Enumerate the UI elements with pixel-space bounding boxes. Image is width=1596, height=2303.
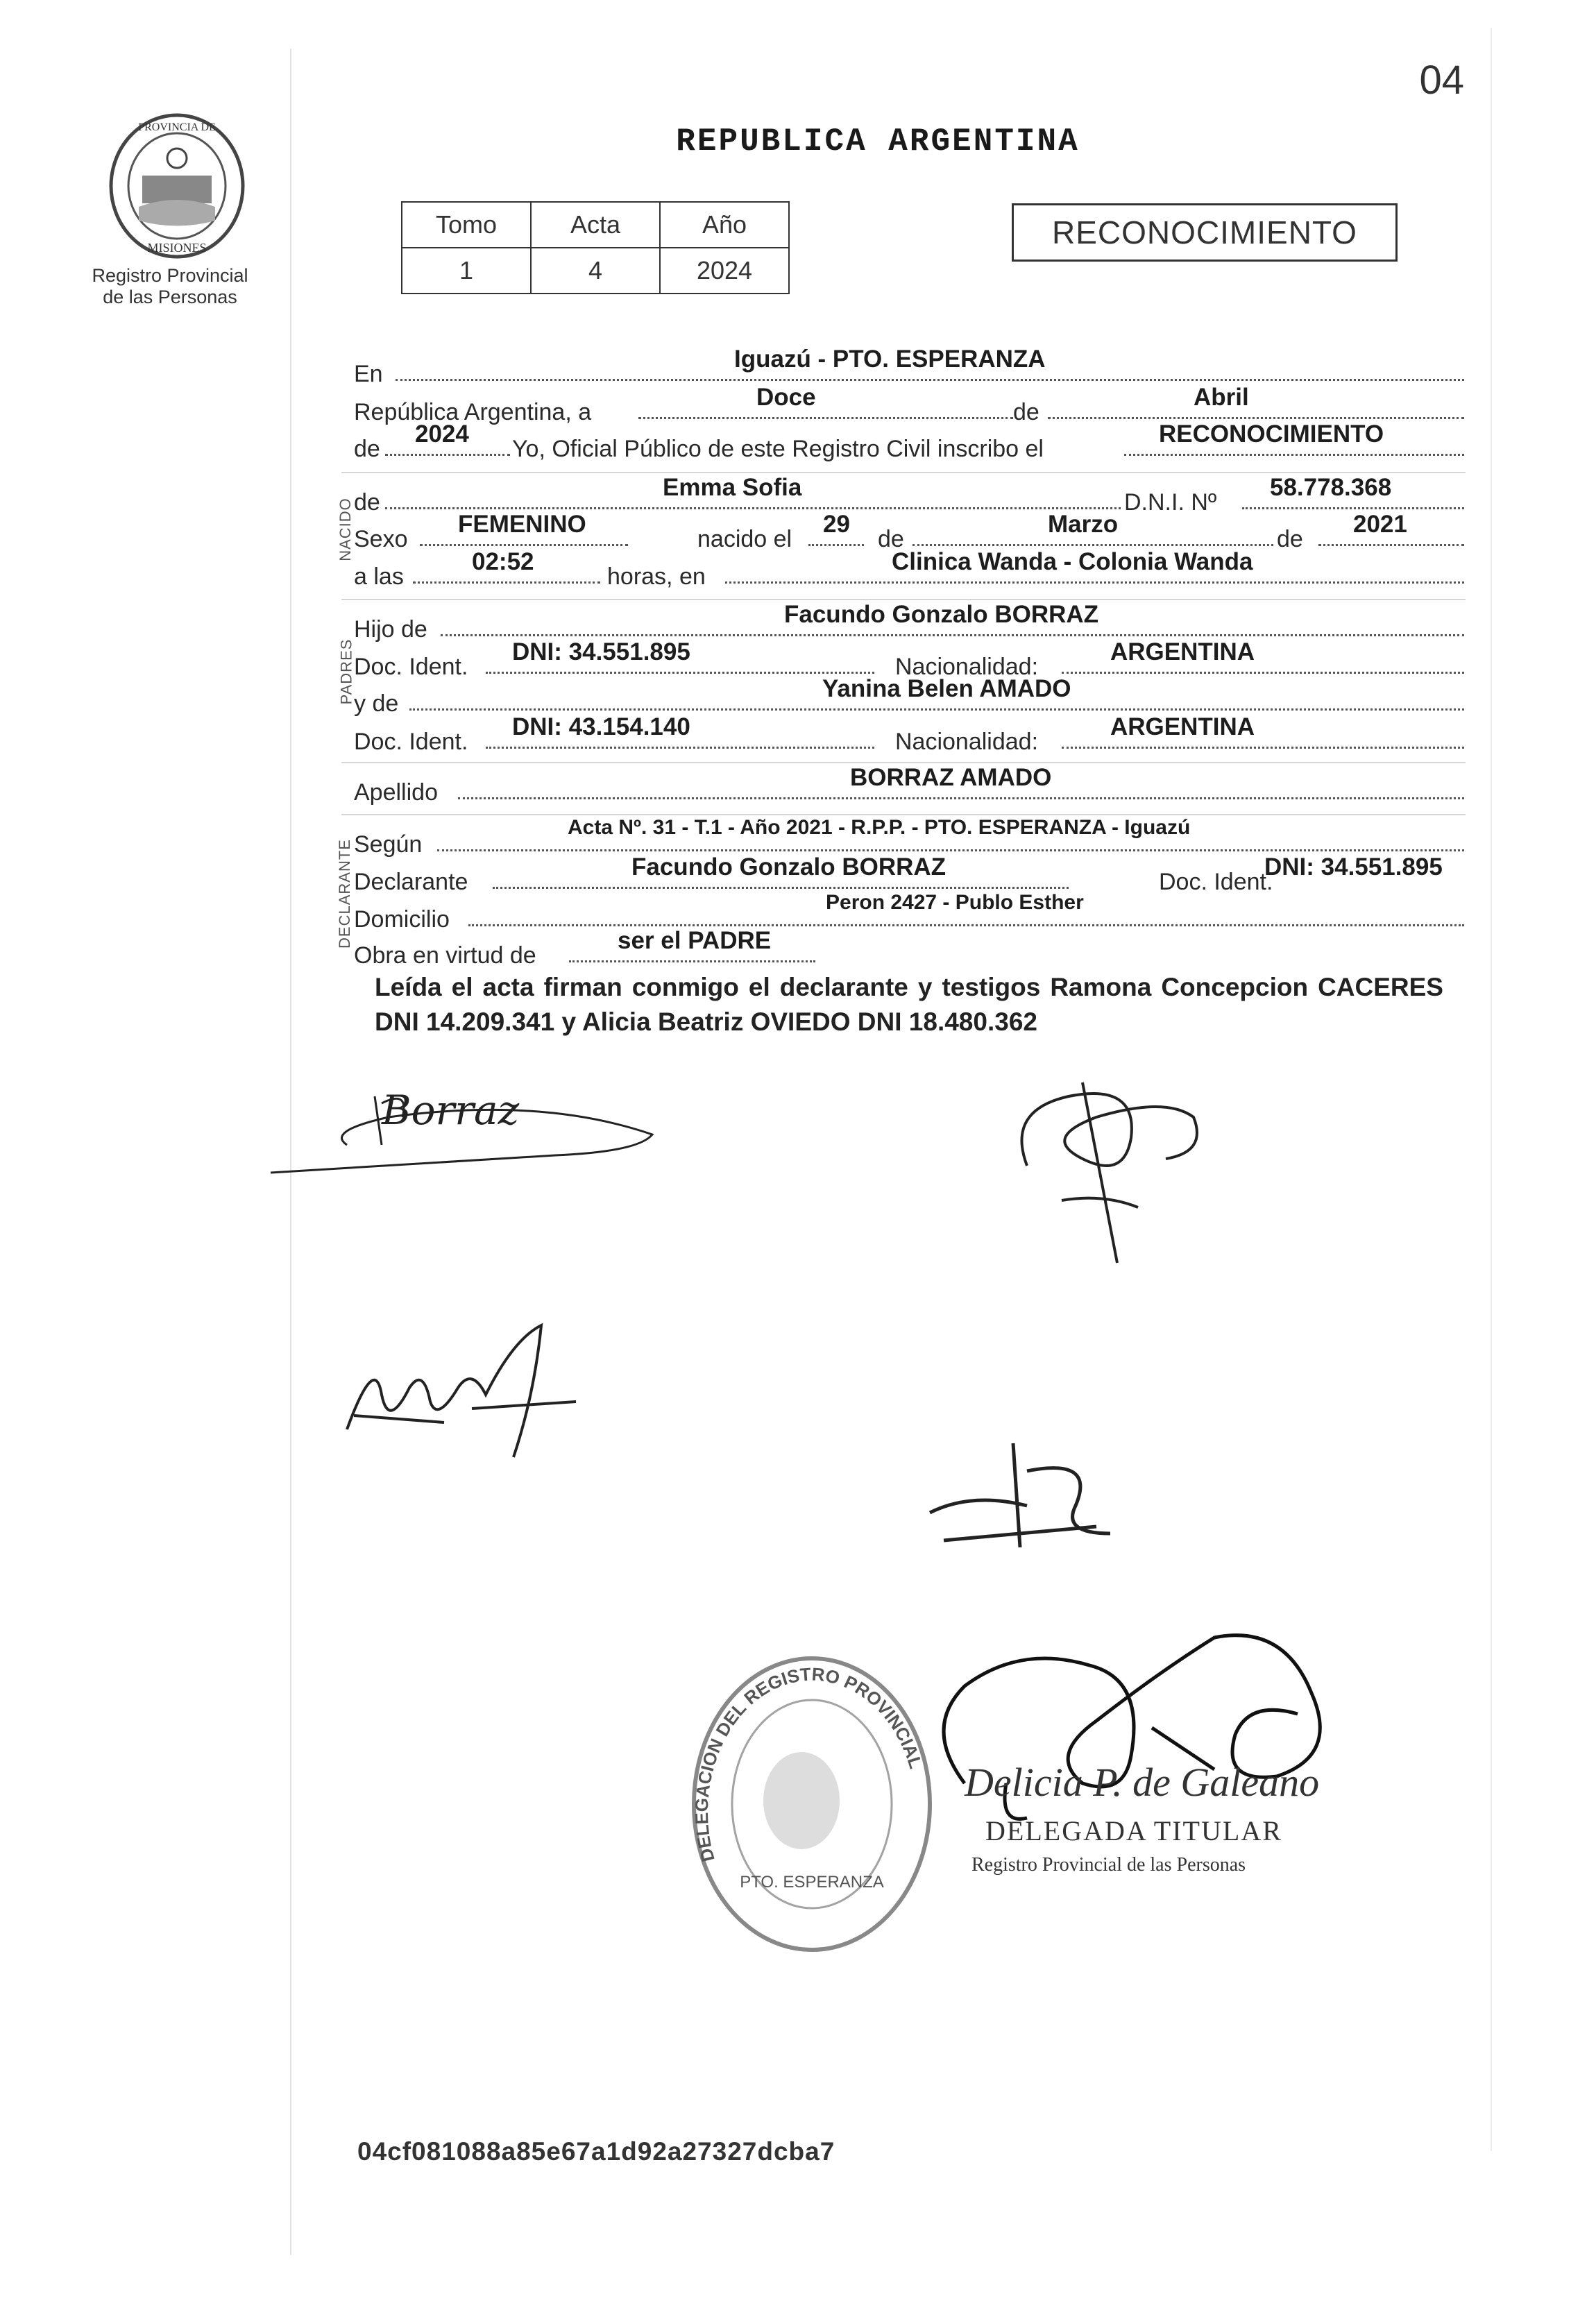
line-by-virtue [354,928,1464,969]
month-value: Abril [1194,384,1249,411]
mother-doc-value: DNI: 43.154.140 [512,713,690,740]
horas-label: horas, en [607,563,706,590]
republica-label: República Argentina, a [354,399,592,425]
de-child-label: de [354,489,380,516]
anio-value: 2024 [660,248,789,294]
day-value: Doce [756,384,816,411]
de-birth-label: de [878,526,904,552]
official-org: Registro Provincial de las Personas [971,1854,1246,1876]
segun-value: Acta Nº. 31 - T.1 - Año 2021 - R.P.P. - PTO. ESPERANZA - Iguazú [568,816,1191,839]
line-year [354,422,1464,462]
svg-text:PTO. ESPERANZA: PTO. ESPERANZA [740,1873,884,1892]
witness-signature-2 [333,1311,597,1478]
birth-time-value: 02:52 [472,548,534,575]
side-label-nacido: NACIDO [336,498,354,561]
y-de-label: y de [354,690,399,717]
line-mother [354,677,1464,717]
line-address [354,892,1464,933]
birth-day-value: 29 [823,511,850,538]
line-father-doc [354,640,1464,680]
acta-header: Acta [531,202,660,248]
official-signature [923,1617,1367,1839]
act-kind-value: RECONOCIMIENTO [1159,420,1384,448]
obra-label: Obra en virtud de [354,942,536,969]
official-stamp [687,1651,937,1957]
segun-label: Según [354,831,423,858]
mother-name-value: Yanina Belen AMADO [822,675,1071,702]
acta-value: 4 [531,248,660,294]
page-edge-line [1491,28,1492,2151]
sex-value: FEMENINO [458,511,586,538]
doc-label-3: Doc. Ident. [1159,869,1273,895]
line-child-name [354,475,1464,516]
birth-year-value: 2021 [1353,511,1407,538]
nacionalidad-label-2: Nacionalidad: [895,729,1039,755]
line-declarant [354,855,1464,895]
tomo-header: Tomo [402,202,531,248]
anio-header: Año [660,202,789,248]
declarant-doc-value: DNI: 34.551.895 [1264,853,1443,881]
child-dni-value: 58.778.368 [1270,474,1392,501]
official-name: Delicia P. de Galeano [965,1760,1320,1805]
father-doc-value: DNI: 34.551.895 [512,638,690,665]
oficial-label: Yo, Oficial Público de este Registro Civil inscribo el [512,436,1044,462]
line-segun [354,817,1464,858]
side-label-declarante: DECLARANTE [335,839,353,949]
tomo-value: 1 [402,248,531,294]
de-year-label: de [354,436,380,462]
by-virtue-value: ser el PADRE [618,927,772,954]
registry-caption-line1: Registro Provincial [92,265,248,286]
line-date [354,385,1464,425]
seal-top-text: PROVINCIA DE [138,121,216,133]
birth-place-value: Clinica Wanda - Colonia Wanda [892,548,1253,575]
place-value: Iguazú - PTO. ESPERANZA [734,346,1046,373]
nacido-label: nacido el [697,526,792,552]
nacionalidad-label: Nacionalidad: [895,654,1039,680]
doc-label: Doc. Ident. [354,654,468,680]
registry-caption [69,265,271,308]
witness-signature-3 [916,1429,1138,1568]
de-year2-label: de [1277,526,1303,552]
de-label: de [1013,399,1039,425]
registry-caption-line2: de las Personas [103,287,237,307]
document-title: REPUBLICA ARGENTINA [676,124,1080,160]
declarant-value: Facundo Gonzalo BORRAZ [631,853,946,881]
year-value: 2024 [415,420,469,448]
page-number: 04 [1419,58,1464,103]
reference-table [401,201,790,294]
en-label: En [354,361,383,387]
document-hash: 04cf081088a85e67a1d92a27327dcba7 [357,2137,835,2166]
hijo-label: Hijo de [354,616,427,643]
father-name-value: Facundo Gonzalo BORRAZ [784,601,1099,628]
surname-value: BORRAZ AMADO [850,764,1052,791]
side-label-padres: PADRES [337,638,355,705]
birth-month-value: Marzo [1048,511,1119,538]
declarante-label: Declarante [354,869,468,895]
doc-label-2: Doc. Ident. [354,729,468,755]
witness-signature-1 [999,1055,1221,1270]
a-las-label: a las [354,563,404,590]
dni-label: D.N.I. Nº [1124,489,1217,516]
svg-text:Borraz: Borraz [382,1087,520,1134]
svg-text:DELEGACION DEL REGISTRO PROVIN: DELEGACION DEL REGISTRO PROVINCIAL [690,1663,927,1864]
line-father [354,602,1464,643]
line-mother-doc [354,715,1464,755]
father-nationality-value: ARGENTINA [1110,638,1255,665]
apellido-label: Apellido [354,779,438,806]
line-birth-time [354,550,1464,590]
line-surname [354,765,1464,806]
line-place [354,347,1464,387]
declarant-signature [264,1069,666,1193]
closing-statement: Leída el acta firman conmigo el declarante y testigos Ramona Concepcion CACERES DNI 14.209.341 y Alicia Beatriz OVIEDO DNI 18.480.362 [375,973,1443,1036]
official-role: DELEGADA TITULAR [985,1815,1282,1846]
address-value: Peron 2427 - Publo Esther [826,891,1084,914]
seal-bottom-text: MISIONES [147,241,207,255]
line-sex-birth [354,512,1464,552]
sexo-label: Sexo [354,526,408,552]
child-name-value: Emma Sofia [663,474,802,501]
act-type-box: RECONOCIMIENTO [1012,203,1398,262]
domicilio-label: Domicilio [354,906,450,933]
mother-nationality-value: ARGENTINA [1110,713,1255,740]
